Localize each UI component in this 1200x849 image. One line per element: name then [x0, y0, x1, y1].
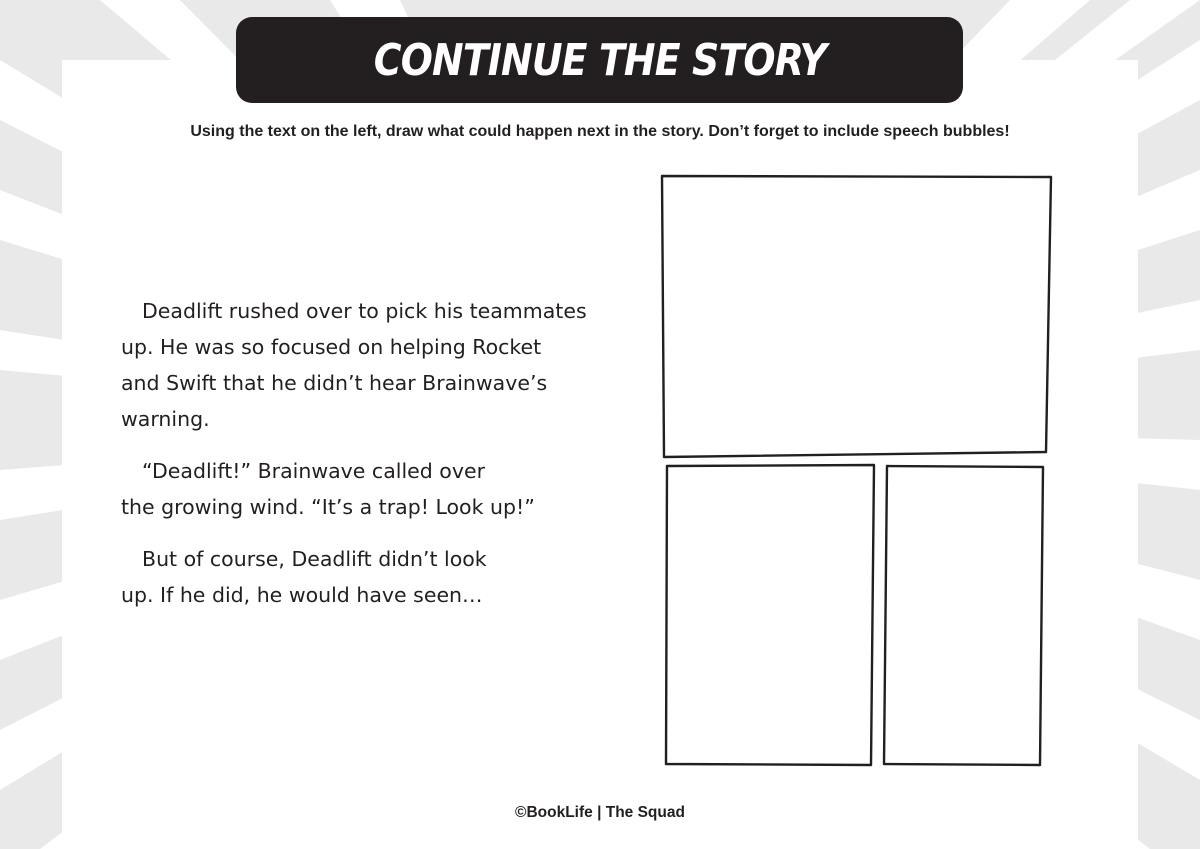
- story-paragraph: [121, 453, 601, 525]
- story-paragraph: [121, 541, 601, 613]
- story-line: the growing wind. “It’s a trap! Look up!”: [121, 495, 535, 519]
- title-banner: [236, 17, 963, 103]
- story-line: warning.: [121, 407, 210, 431]
- story-line: Deadlift rushed over to pick his teammates: [142, 299, 587, 323]
- story-line: But of course, Deadlift didn’t look: [142, 547, 487, 571]
- page-title: CONTINUE THE STORY: [373, 34, 826, 86]
- story-line: and Swift that he didn’t hear Brainwave’s: [121, 371, 548, 395]
- story-line: up. He was so focused on helping Rocket: [121, 335, 542, 359]
- story-line: “Deadlift!” Brainwave called over: [142, 459, 486, 483]
- story-line: up. If he did, he would have seen…: [121, 583, 483, 607]
- instruction-text: Using the text on the left, draw what could happen next in the story. Don’t forget to include speech bubbles!: [190, 123, 1010, 140]
- story-paragraph: [121, 293, 601, 437]
- story-text: [121, 293, 601, 629]
- copyright-footer: ©BookLife | The Squad: [515, 804, 685, 821]
